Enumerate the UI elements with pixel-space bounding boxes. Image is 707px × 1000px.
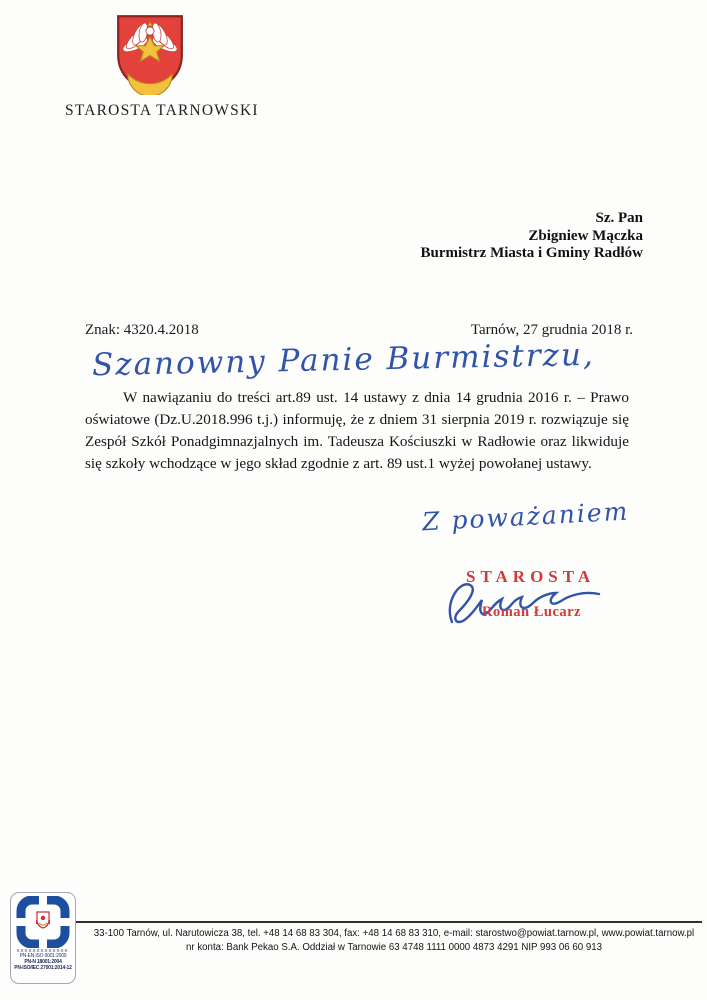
badge-caption-smudge [17,949,69,952]
tarnow-county-coat-of-arms-icon [113,13,187,95]
org-name: STAROSTA TARNOWSKI [65,102,259,119]
footer-address-line: 33-100 Tarnów, ul. Narutowicza 38, tel. +48 14 68 83 304, fax: +48 14 68 83 310, e-mail: starostwo@powiat.tarnow.pl, www.powiat.tarnow.pl [93,928,695,939]
recipient-line-name: Zbigniew Mączka [528,227,643,244]
handwritten-signature-icon [436,572,611,630]
footer-bank-line: nr konta: Bank Pekao S.A. Oddział w Tarnowie 63 4748 1111 0000 4873 4291 NIP 993 06 60 913 [186,941,602,953]
badge-iso-line-3: PN-ISO/IEC 27001:2014-12 [14,965,72,971]
handwritten-closing: Z poważaniem [421,496,630,537]
stamp-signer-name: Roman Łucarz [482,604,582,620]
reference-number: Znak: 4320.4.2018 [85,322,199,338]
letter-body-paragraph: W nawiązaniu do treści art.89 ust. 14 ustawy z dnia 14 grudnia 2016 r. – Prawo oświatowe (Dz.U.2018.996 t.j.) informuję, że z dniem 31 sierpnia 2019 r. rozwiązuje się Zespół Szkół Ponadgimnazjalnych im. Tadeusza Kościuszki w Radłowie oraz likwiduje się szkoły wchodzące w jego skład zgodnie z art. 89 ust.1 wyżej powołanej ustawy. [85,389,629,472]
recipient-block [421,210,644,263]
badge-iso-line-1: PN-EN ISO 9001:2009 [19,953,67,959]
certification-mark-icon [16,896,70,948]
recipient-line-title: Burmistrz Miasta i Gminy Radłów [420,245,643,261]
stamp-title: STAROSTA [466,567,596,586]
badge-iso-line-2: PN-N 18001:2004 [24,959,62,965]
footer-address-block [88,927,700,954]
handwritten-salutation: Szanowny Panie Burmistrzu, [91,336,596,384]
recipient-line-salutation: Sz. Pan [595,210,643,226]
iso-certification-badge-icon [10,892,76,984]
place-and-date: Tarnów, 27 grudnia 2018 r. [470,322,633,338]
footer-divider [76,921,702,923]
